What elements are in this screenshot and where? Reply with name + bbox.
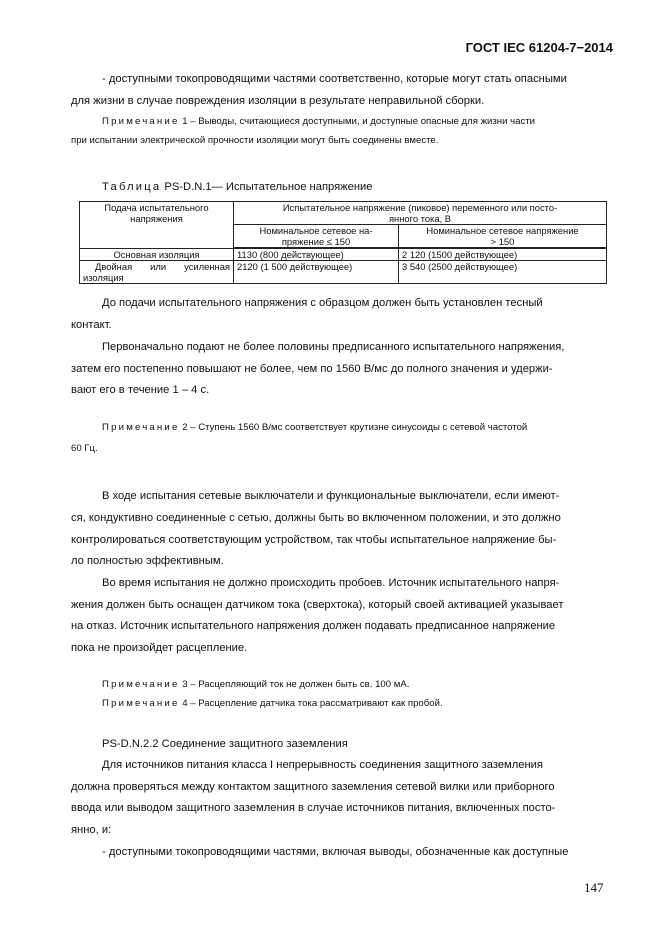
paragraph-line: жения должен быть оснащен датчиком тока (сверхтока), который своей активацией указывает — [71, 599, 564, 611]
paragraph-line: затем его постепенно повышают не более, чем по 1560 В/мс до полного значения и удержи- — [71, 363, 553, 375]
section-heading: PS-D.N.2.2 Соединение защитного заземления — [102, 738, 348, 750]
note-4 — [102, 698, 443, 710]
paragraph-line: пока не произойдет расцепление. — [71, 642, 248, 654]
paragraph-line: для жизни в случае повреждения изоляции в результате неправильной сборки. — [71, 95, 485, 107]
header-high-voltage — [399, 225, 607, 249]
header-low-voltage — [234, 225, 399, 249]
header-line: > 150 — [490, 236, 515, 247]
paragraph-line: должна проверяться между контактом защитного заземления сетевой вилки или приборного — [71, 781, 555, 793]
note-3 — [102, 679, 409, 691]
header-line: Подача испытательного — [104, 202, 209, 213]
test-voltage-table — [79, 201, 606, 284]
table-row — [80, 248, 607, 261]
note-text: 3 – Расцепляющий ток не должен быть св. 100 мА. — [182, 679, 410, 690]
row-label-line: Двойная или усиленная — [95, 261, 230, 272]
note-label: Примечание — [102, 698, 180, 709]
header-line: Номинальное сетевое на- — [259, 225, 373, 236]
paragraph-line: - доступными токопроводящими частями, включая выводы, обозначенные как доступные — [102, 846, 569, 858]
header-test-voltage — [234, 202, 607, 225]
table-caption — [102, 180, 373, 194]
paragraph-line: - доступными токопроводящими частями соответственно, которые могут стать опасными — [102, 73, 567, 85]
paragraph-line: вают его в течение 1 – 4 с. — [71, 384, 210, 396]
paragraph-line: янно, и: — [71, 824, 112, 836]
note-label: Примечание — [102, 422, 180, 433]
document-header: ГОСТ IEC 61204-7−2014 — [465, 40, 613, 55]
paragraph-line: ввода или выводом защитного заземления в случае источников питания, включенных посто- — [71, 802, 556, 814]
row-value: 1130 (800 действующее) — [234, 248, 399, 261]
paragraph-line: ло полностью эффективным. — [71, 555, 224, 567]
row-value: 2120 (1 500 действующее) — [234, 261, 399, 284]
note-label: Примечание — [102, 679, 180, 690]
note-text: 2 – Ступень 1560 В/мс соответствует крутизне синусоиды с сетевой частотой — [182, 422, 528, 433]
paragraph-line: Первоначально подают не более половины предписанного испытательного напряжения, — [102, 341, 565, 353]
header-line: янного тока, В — [388, 213, 452, 224]
header-line: Номинальное сетевое напряжение — [426, 225, 579, 236]
paragraph-line: ся, кондуктивно соединенные с сетью, должны быть во включенном положении, и это должно — [71, 512, 561, 524]
table-caption-prefix: Таблица — [102, 181, 162, 193]
header-line: напряжения — [130, 213, 183, 224]
note-label: Примечание — [102, 116, 180, 127]
paragraph-line: контакт. — [71, 319, 112, 331]
table-caption-text: PS-D.N.1— Испытательное напряжение — [164, 181, 373, 193]
paragraph-line: Во время испытания не должно происходить пробоев. Источник испытательного напря- — [102, 577, 560, 589]
table-row — [80, 261, 607, 284]
header-line: Испытательное напряжение (пиковое) переменного или посто- — [282, 202, 558, 213]
paragraph-line: Для источников питания класса I непрерывность соединения защитного заземления — [102, 759, 543, 771]
page-number: 147 — [584, 880, 604, 895]
header-application — [80, 202, 234, 249]
row-label-line: изоляция — [83, 272, 124, 283]
paragraph-line: До подачи испытательного напряжения с образцом должен быть установлен тесный — [102, 297, 543, 309]
note-text: 4 – Расцепление датчика тока рассматривают как пробой. — [182, 698, 443, 709]
header-line: пряжение ≤ 150 — [281, 236, 351, 247]
note-text: 1 – Выводы, считающиеся доступными, и доступные опасные для жизни части — [182, 116, 535, 127]
paragraph-line: на отказ. Источник испытательного напряжения должен подавать предписанное напряжение — [71, 620, 556, 632]
note-line: при испытании электрической прочности изоляции могут быть соединены вместе. — [71, 135, 439, 146]
row-label — [80, 261, 234, 284]
row-label: Основная изоляция — [80, 248, 234, 261]
paragraph-line: В ходе испытания сетевые выключатели и функциональные выключатели, если имеют- — [102, 490, 560, 502]
row-value: 3 540 (2500 действующее) — [399, 261, 607, 284]
row-value: 2 120 (1500 действующее) — [399, 248, 607, 261]
note-line: 60 Гц. — [71, 443, 98, 454]
note-1 — [102, 116, 535, 128]
note-2 — [102, 422, 527, 434]
paragraph-line: контролироваться соответствующим устройством, так чтобы испытательное напряжение бы- — [71, 534, 557, 546]
